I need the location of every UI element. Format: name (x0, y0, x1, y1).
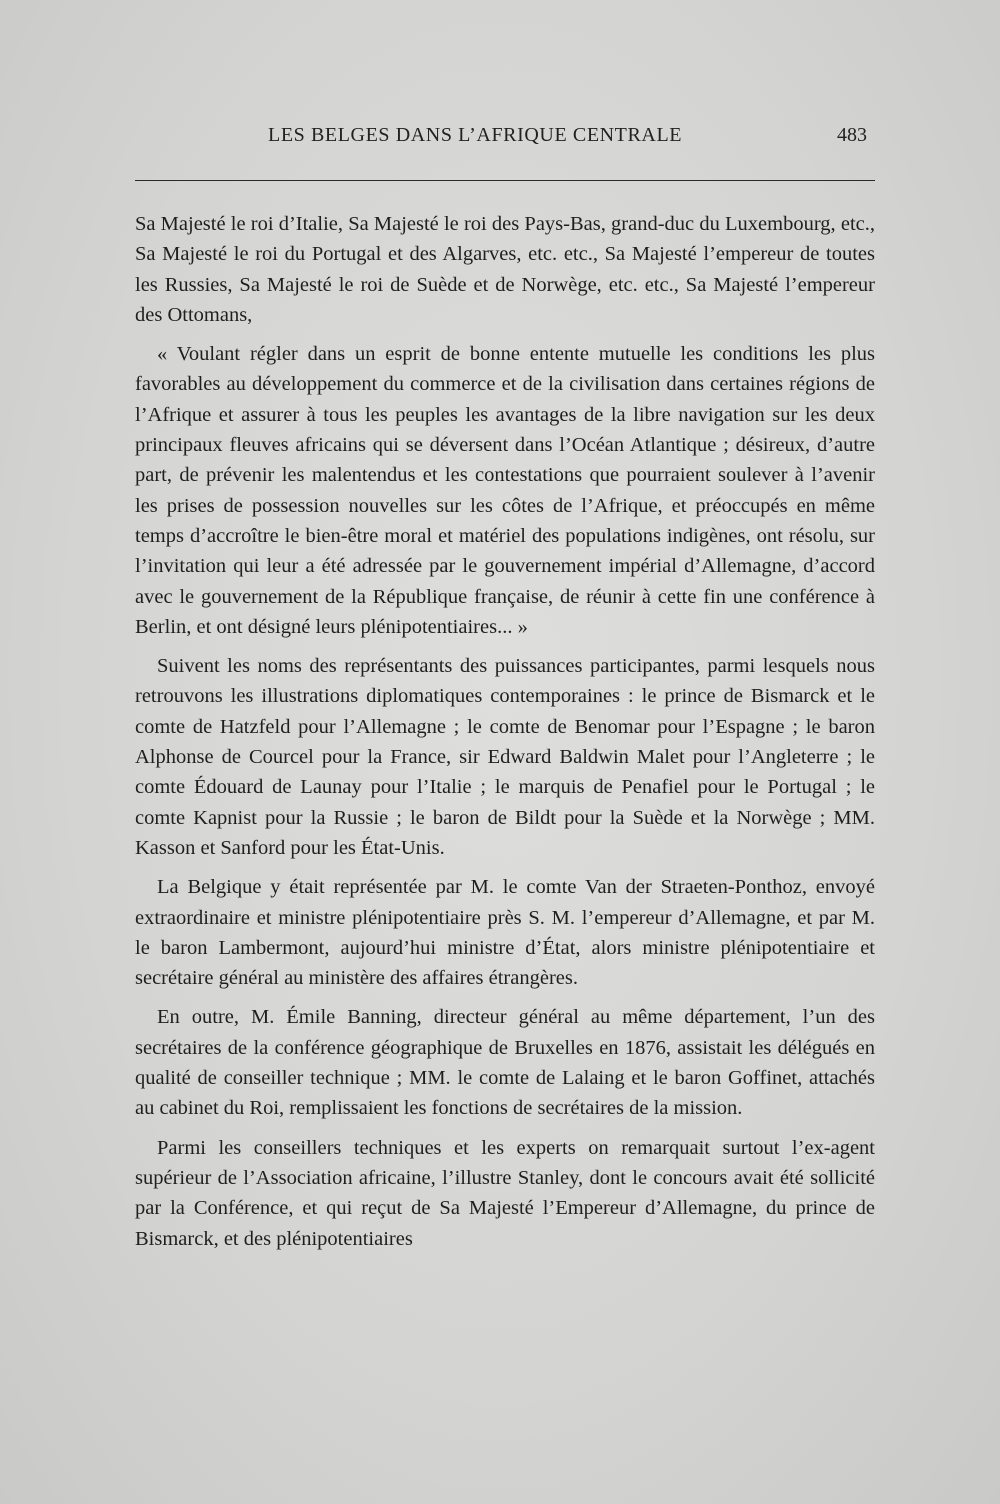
running-title: LES BELGES DANS L’AFRIQUE CENTRALE (268, 124, 683, 146)
body-text (135, 209, 875, 1254)
paragraph-representatives: Suivent les noms des représentants des puissances participantes, parmi lesquels nous retrouvons les illustrations diplomatiques contemporaines : le prince de Bismarck et le comte de Hatzfeld pour l’Allemagne ; le comte de Benomar pour l’Espagne ; le baron Alphonse de Courcel pour la France, sir Edward Baldwin Malet pour l’Angleterre ; le comte Édouard de Launay pour l’Italie ; le marquis de Penafiel pour le Portugal ; le comte Kapnist pour la Russie ; le baron de Bildt pour la Suède et la Norwège ; MM. Kasson et Sanford pour les État-Unis. (135, 655, 875, 859)
paragraph-treaty-quote: « Voulant régler dans un esprit de bonne entente mutuelle les conditions les plus favorables au développement du commerce et de la civilisation dans certaines régions de l’Afrique et assurer à tous les peuples les avantages de la libre navigation sur les deux principaux fleuves africains qui se déversent dans l’Océan Atlantique ; désireux, d’autre part, de prévenir les malentendus et les contestations que pourraient soulever à l’avenir les prises de possession nouvelles sur les côtes de l’Afrique, et préoccupés en même temps d’accroître le bien-être moral et matériel des populations indigènes, ont résolu, sur l’invitation qui leur a été adressée par le gouvernement impérial d’Allemagne, d’accord avec le gouvernement de la République française, de réunir à cette fin une conférence à Berlin, et ont désigné leurs plénipotentiaires... » (135, 343, 875, 638)
page-number: 483 (837, 124, 867, 146)
paragraph-sovereigns: Sa Majesté le roi d’Italie, Sa Majesté le roi des Pays-Bas, grand-duc du Luxembourg, etc., Sa Majesté le roi du Portugal et des Algarves, etc. etc., Sa Majesté l’empereur de toutes les Russies, Sa Majesté le roi de Suède et de Norwège, etc. etc., Sa Majesté l’empereur des Ottomans, (135, 213, 875, 326)
running-head (135, 122, 875, 156)
paragraph-banning: En outre, M. Émile Banning, directeur général au même département, l’un des secrétaires de la conférence géographique de Bruxelles en 1876, assistait les délégués en qualité de conseiller technique ; MM. le comte de Lalaing et le baron Goffinet, attachés au cabinet du Roi, remplissaient les fonctions de secrétaires de la mission. (135, 1006, 875, 1120)
paragraph-stanley: Parmi les conseillers techniques et les experts on remarquait surtout l’ex-agent supérieur de l’Association africaine, l’illustre Stanley, dont le concours avait été sollicité par la Conférence, et qui reçut de Sa Majesté l’Empereur d’Allemagne, du prince de Bismarck, et des plénipotentiaires (135, 1136, 875, 1250)
header-rule (135, 180, 875, 181)
paragraph-belgium: La Belgique y était représentée par M. le comte Van der Straeten-Ponthoz, envoyé extraordinaire et ministre plénipotentiaire près S. M. l’empereur d’Allemagne, et par M. le baron Lambermont, aujourd’hui ministre d’État, alors ministre plénipotentiaire et secrétaire général au ministère des affaires étrangères. (135, 876, 875, 990)
